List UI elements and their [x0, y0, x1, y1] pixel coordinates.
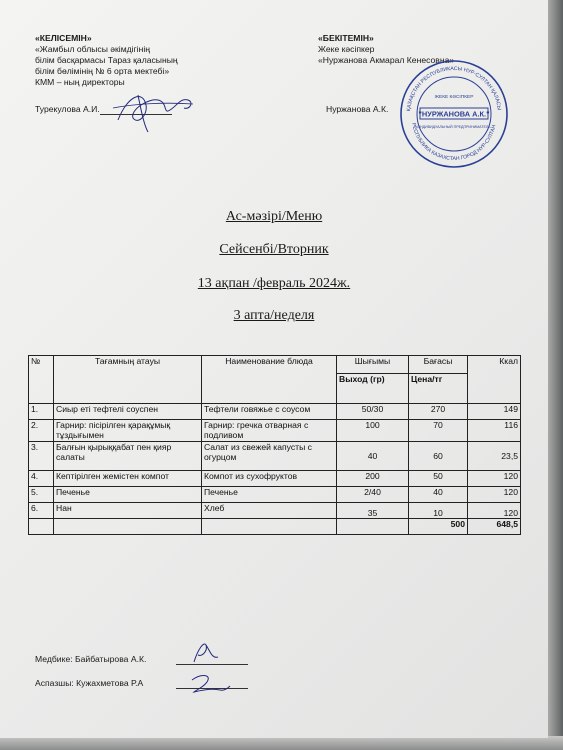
row-no: 1. — [29, 404, 54, 420]
approval-right-signatory: Нуржанова А.К. — [326, 104, 389, 114]
row-name-kz: Сиыр еті тефтелі соуспен — [54, 404, 202, 420]
row-no: 4. — [29, 471, 54, 487]
nurse-label: Медбике: Байбатырова А.К. — [35, 654, 147, 664]
row-kcal: 116 — [468, 420, 521, 442]
row-price: 70 — [409, 420, 468, 442]
row-name-kz: Гарнир: пісірілген қарақұмық тұздығымен — [54, 420, 202, 442]
approval-left-line: «Жамбыл облысы әкімдігінің — [35, 44, 150, 54]
approval-right-heading: «БЕКІТЕМІН» — [318, 33, 374, 43]
approval-left-line: білім бөлімінің № 6 орта мектебі» — [35, 66, 170, 76]
row-name-ru: Компот из сухофруктов — [202, 471, 337, 487]
col-header-price-ru: Цена/тг — [409, 374, 468, 404]
row-name-ru: Печенье — [202, 487, 337, 503]
table-row — [29, 420, 521, 442]
col-header-yield-kz: Шығымы — [337, 356, 409, 374]
table-row — [29, 442, 521, 471]
stamp-center-text: "НУРЖАНОВА А.К." — [418, 109, 490, 119]
row-kcal: 120 — [468, 503, 521, 519]
row-yield: 40 — [337, 442, 409, 471]
stamp-ring-bottom: РЕСПУБЛИКА КАЗАХСТАН ГОРОД НУР-СУЛТАН — [410, 122, 498, 163]
row-no: 2. — [29, 420, 54, 442]
table-row — [29, 471, 521, 487]
total-empty-cell — [54, 519, 202, 535]
row-name-kz: Балғын қырыққабат пен қияр салаты — [54, 442, 202, 471]
approval-left-signatory: Турекулова А.И. — [35, 104, 100, 114]
approval-left-heading: «КЕЛІСЕМІН» — [35, 33, 92, 43]
approval-right-line: «Нуржанова Акмарал Кенесовна» — [318, 55, 455, 65]
table-row — [29, 503, 521, 519]
row-no: 5. — [29, 487, 54, 503]
row-kcal: 120 — [468, 471, 521, 487]
total-kcal: 648,5 — [468, 519, 521, 535]
row-name-kz: Печенье — [54, 487, 202, 503]
col-header-name-kz: Тағамның атауы — [54, 356, 202, 404]
stamp-ring-top: ҚАЗАҚСТАН РЕСПУБЛИКАСЫ НУР-СУЛТАН ҚАЛАСЫ — [406, 65, 502, 112]
row-no: 6. — [29, 503, 54, 519]
col-header-no: № — [29, 356, 54, 404]
col-header-kcal: Ккал — [468, 356, 521, 404]
table-total-row — [29, 519, 521, 535]
total-empty-cell — [29, 519, 54, 535]
page-title: 3 апта/неделя — [233, 308, 315, 323]
page-title: 13 ақпан /февраль 2024ж. — [197, 276, 351, 291]
row-name-kz: Нан — [54, 503, 202, 519]
director-signature — [108, 80, 198, 135]
row-yield: 35 — [337, 503, 409, 519]
row-yield: 50/30 — [337, 404, 409, 420]
row-no: 3. — [29, 442, 54, 471]
page-title: Сейсенбі/Вторник — [219, 242, 329, 257]
row-yield: 200 — [337, 471, 409, 487]
col-header-yield-ru: Выход (гр) — [337, 374, 409, 404]
total-empty-cell — [202, 519, 337, 535]
table-row — [29, 487, 521, 503]
col-header-name-ru: Наименование блюда — [202, 356, 337, 404]
nurse-signature — [186, 637, 226, 667]
row-name-ru: Тефтели говяжье с соусом — [202, 404, 337, 420]
round-stamp — [398, 58, 510, 170]
total-price: 500 — [409, 519, 468, 535]
stamp-small-top: ЖЕКЕ КӘСІПКЕР — [434, 95, 474, 100]
approval-left-line: білім басқармасы Тараз қаласының — [35, 55, 178, 65]
row-price: 10 — [409, 503, 468, 519]
table-row — [29, 404, 521, 420]
row-yield: 100 — [337, 420, 409, 442]
col-header-price-kz: Бағасы — [409, 356, 468, 374]
row-kcal: 120 — [468, 487, 521, 503]
row-kcal: 149 — [468, 404, 521, 420]
row-price: 270 — [409, 404, 468, 420]
approval-right-line: Жеке кәсіпкер — [318, 44, 375, 54]
row-price: 40 — [409, 487, 468, 503]
cook-label: Аспазшы: Кужахметова Р.А — [35, 678, 144, 688]
row-name-ru: Хлеб — [202, 503, 337, 519]
table-header-row — [29, 356, 521, 374]
row-yield: 2/40 — [337, 487, 409, 503]
page-title: Ас-мәзірі/Меню — [225, 209, 323, 224]
row-name-ru: Гарнир: гречка отварная с подливом — [202, 420, 337, 442]
menu-table — [28, 355, 521, 535]
row-name-ru: Салат из свежей капусты с огурцом — [202, 442, 337, 471]
total-empty-cell — [337, 519, 409, 535]
approval-left-line: КММ – ның директоры — [35, 77, 125, 87]
row-name-kz: Кептірілген жемістен компот — [54, 471, 202, 487]
background-edge-bottom — [0, 736, 563, 750]
row-kcal: 23,5 — [468, 442, 521, 471]
cook-signature — [186, 668, 236, 698]
row-price: 60 — [409, 442, 468, 471]
stamp-small-bottom: ИНДИВИДУАЛЬНЫЙ ПРЕДПРИНИМАТЕЛЬ — [417, 125, 491, 129]
row-price: 50 — [409, 471, 468, 487]
